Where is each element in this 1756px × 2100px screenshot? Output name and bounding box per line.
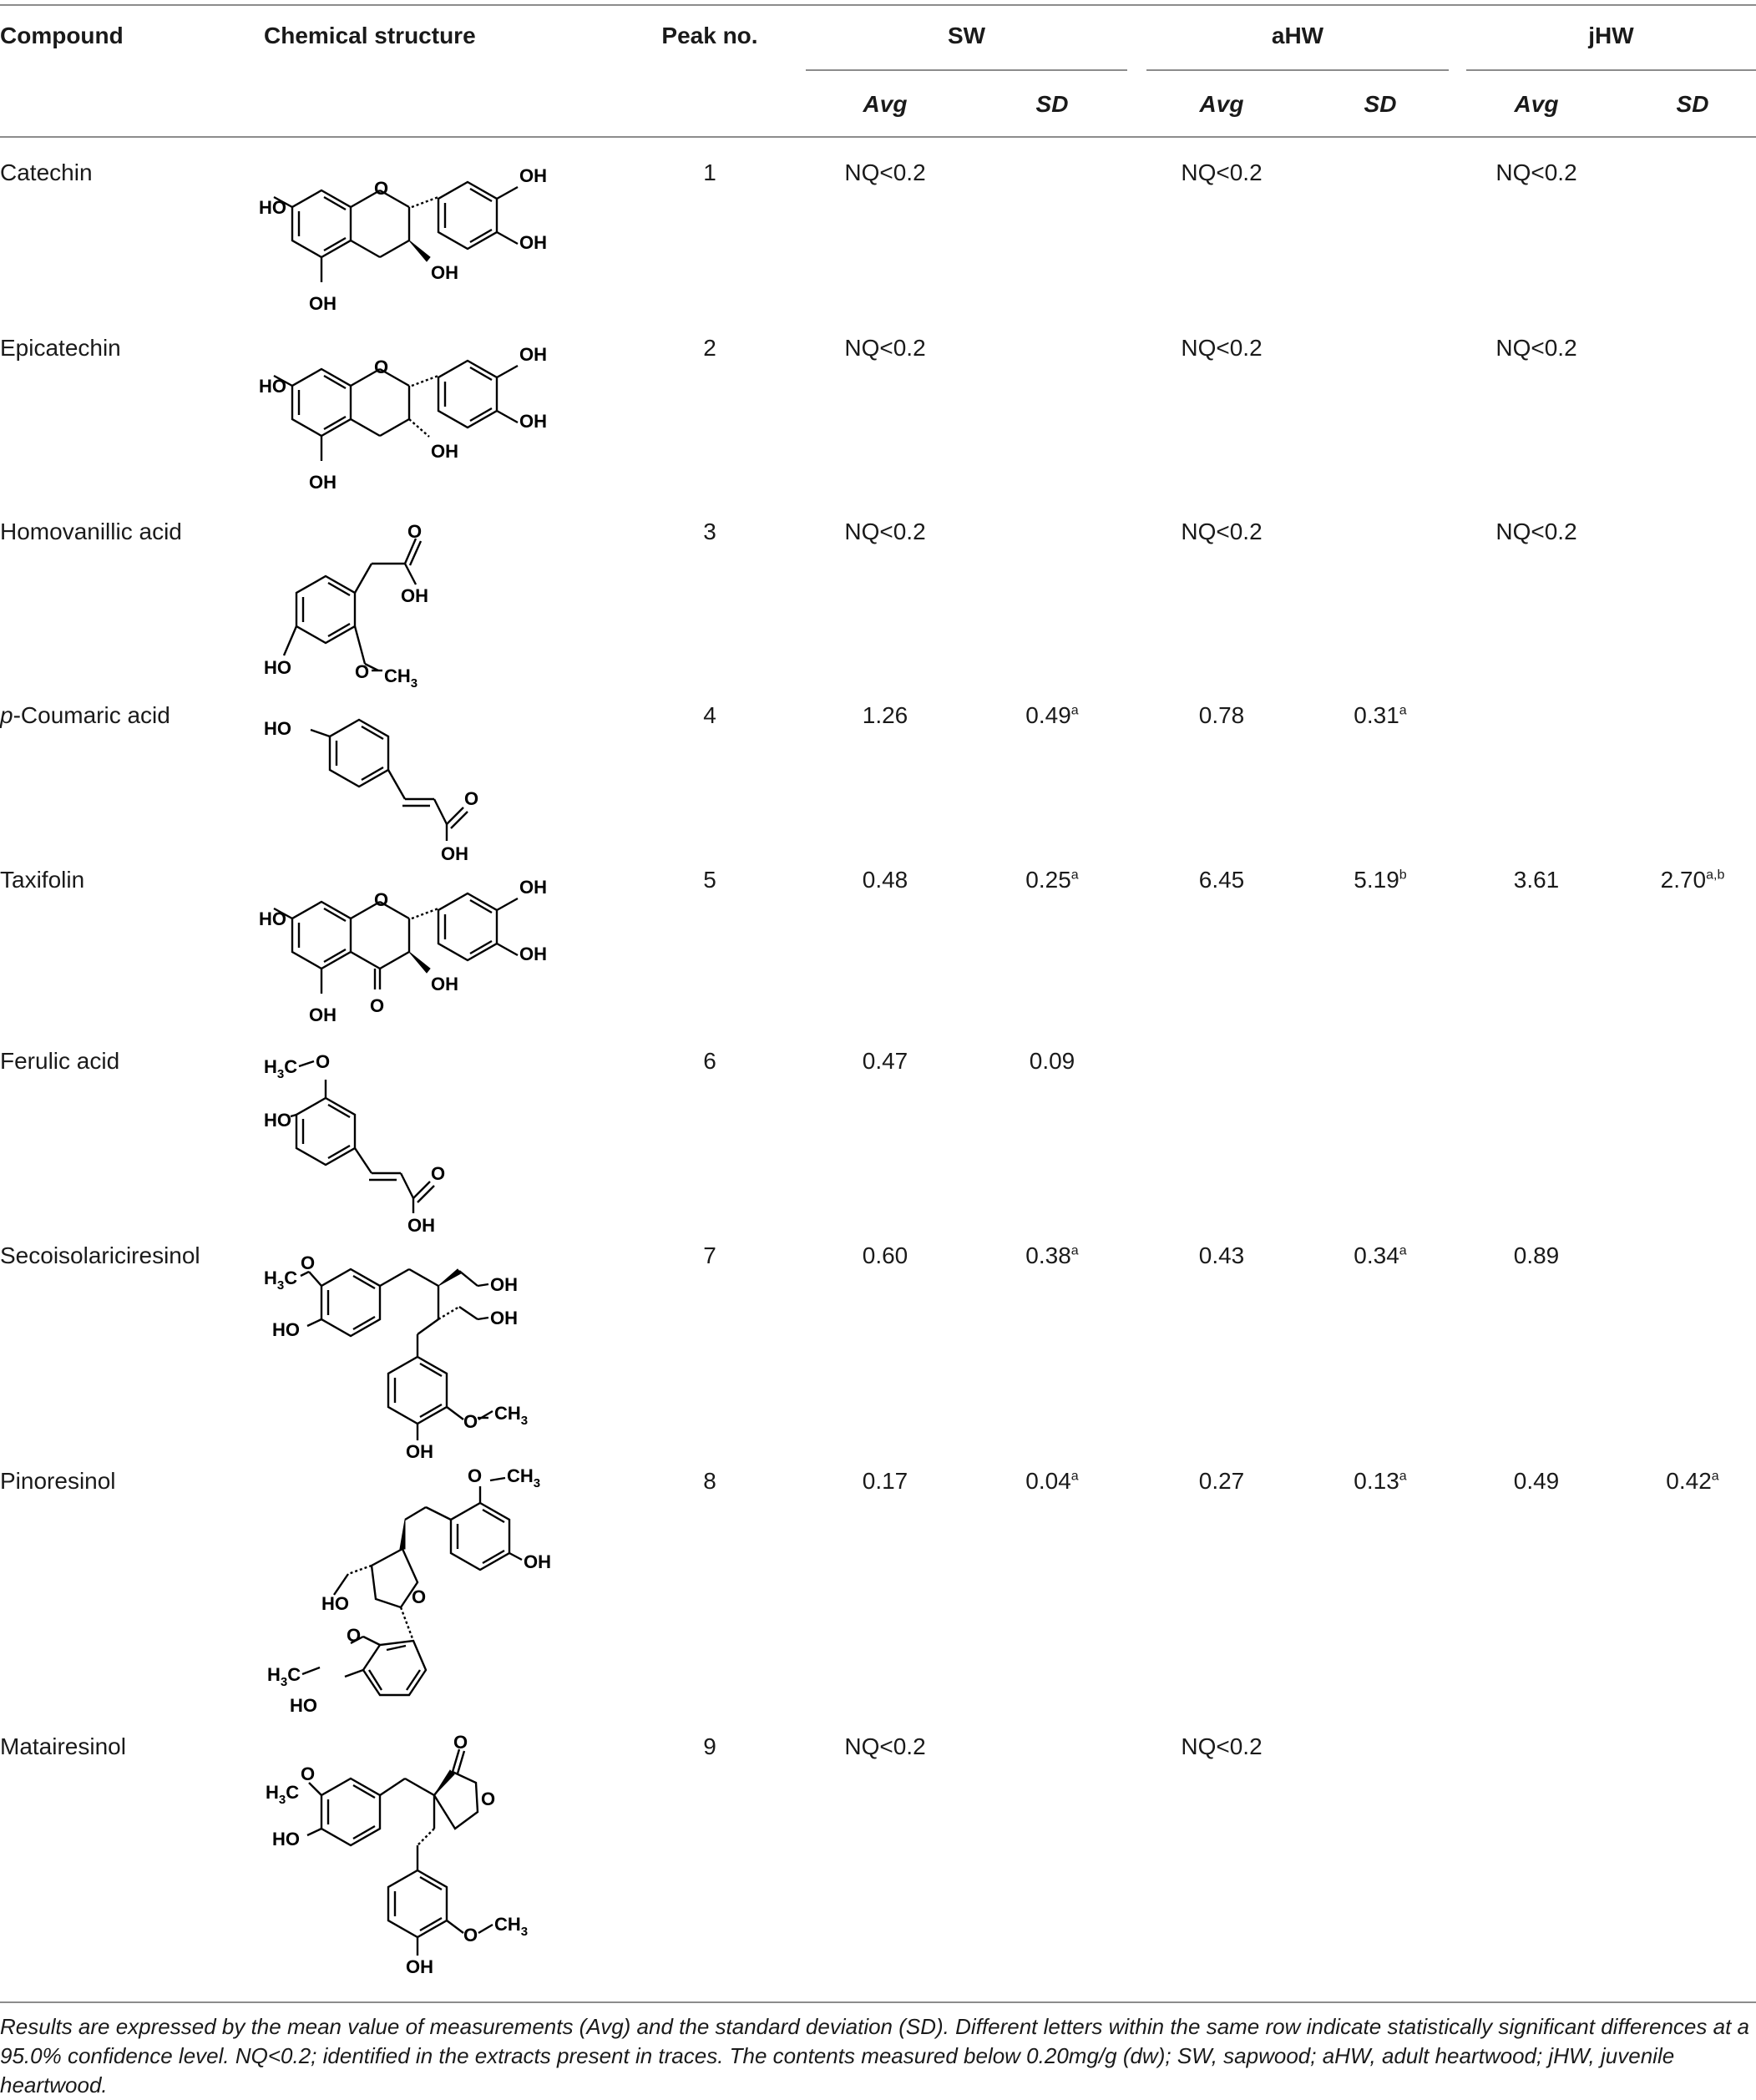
- significance-letter: a: [1399, 1469, 1407, 1484]
- svg-text:O: O: [347, 1625, 362, 1646]
- svg-text:O: O: [374, 889, 389, 910]
- col-header-ahw: aHW: [1271, 23, 1324, 48]
- svg-text:O: O: [407, 521, 423, 542]
- sw-avg-cell: 0.17: [862, 1468, 908, 1494]
- svg-text:OH: OH: [519, 944, 547, 964]
- sw-avg-cell: NQ<0.2: [844, 335, 926, 361]
- sw-sd-cell: 0.49$^a$: [1025, 702, 1079, 728]
- ahw-avg-header: Avg: [1199, 91, 1244, 117]
- ahw-group-rule: [1146, 69, 1449, 71]
- svg-text:OH: OH: [519, 877, 547, 898]
- pinoresinol-structure: [255, 1465, 572, 1720]
- svg-text:OH: OH: [524, 1551, 551, 1572]
- p-coumaric-acid-structure: [259, 703, 509, 864]
- sw-sd-header: SD: [1035, 91, 1069, 117]
- svg-text:CH3: $CH_3$: [494, 1914, 529, 1939]
- significance-letter: b: [1399, 868, 1407, 883]
- homovanillic-acid-structure: [259, 518, 443, 693]
- svg-text:OH: OH: [406, 1441, 433, 1462]
- compound-name: Homovanillic acid: [0, 519, 182, 544]
- svg-text:HO: HO: [264, 1110, 291, 1131]
- significance-letter: a: [1070, 703, 1079, 718]
- significance-letter: a: [1070, 868, 1079, 883]
- jhw-sd-header: SD: [1676, 91, 1709, 117]
- ahw-sd-header: SD: [1364, 91, 1397, 117]
- ahw-sd-cell: 0.13$^a$: [1354, 1468, 1407, 1494]
- svg-text:OH: OH: [309, 1004, 337, 1025]
- jhw-avg-header: Avg: [1514, 91, 1559, 117]
- ahw-sd-cell: 5.19$^b$: [1354, 867, 1407, 893]
- jhw-avg-cell: NQ<0.2: [1495, 159, 1577, 185]
- svg-text:OH: OH: [490, 1274, 518, 1295]
- peak-number: 1: [703, 159, 716, 185]
- peak-number: 2: [703, 335, 716, 361]
- significance-letter: a: [1070, 1469, 1079, 1484]
- svg-text:OH: OH: [309, 293, 337, 314]
- sw-avg-cell: 0.48: [862, 867, 908, 893]
- significance-letter: a,b: [1706, 868, 1725, 883]
- jhw-avg-cell: NQ<0.2: [1495, 519, 1577, 544]
- jhw-avg-cell: 3.61: [1513, 867, 1560, 893]
- table-top-rule: [0, 4, 1756, 6]
- jhw-sd-cell: 0.42$^a$: [1666, 1468, 1719, 1494]
- svg-text:O: O: [374, 357, 389, 377]
- svg-text:O: O: [301, 1763, 316, 1784]
- sw-avg-cell: NQ<0.2: [844, 519, 926, 544]
- ferulic-acid-structure: [259, 1048, 509, 1236]
- sw-group-rule: [806, 69, 1127, 71]
- svg-text:H3C: $H_3C$: [264, 1056, 298, 1081]
- svg-text:OH: OH: [519, 344, 547, 365]
- catechin-structure: [259, 157, 576, 324]
- svg-text:O: O: [468, 1465, 483, 1486]
- compound-name: Epicatechin: [0, 335, 121, 361]
- svg-text:O: O: [355, 661, 370, 682]
- svg-text:CH3: $CH_3$: [494, 1403, 529, 1428]
- col-header-jhw: jHW: [1588, 23, 1634, 48]
- sw-avg-cell: 1.26: [862, 702, 908, 728]
- ahw-sd-cell: 0.34$^a$: [1354, 1242, 1407, 1268]
- svg-text:OH: OH: [407, 1215, 435, 1236]
- ahw-avg-cell: NQ<0.2: [1181, 1733, 1263, 1759]
- svg-text:OH: OH: [431, 441, 458, 462]
- svg-text:O: O: [463, 1925, 478, 1946]
- ahw-avg-cell: NQ<0.2: [1181, 159, 1263, 185]
- col-header-sw: SW: [947, 23, 986, 48]
- svg-text:O: O: [431, 1163, 446, 1184]
- svg-text:CH3: $CH_3$: [507, 1465, 541, 1490]
- peak-number: 8: [703, 1468, 716, 1494]
- svg-text:O: O: [316, 1051, 331, 1072]
- svg-text:HO: HO: [259, 376, 286, 397]
- jhw-avg-cell: 0.49: [1513, 1468, 1560, 1494]
- svg-text:OH: OH: [401, 585, 428, 606]
- ahw-avg-cell: NQ<0.2: [1181, 519, 1263, 544]
- sw-avg-cell: 0.47: [862, 1048, 908, 1074]
- jhw-sd-cell: 2.70$^{a,b}$: [1660, 867, 1725, 893]
- jhw-avg-cell: 0.89: [1513, 1242, 1560, 1268]
- svg-text:O: O: [374, 178, 389, 199]
- svg-text:H3C: $H_3C$: [264, 1268, 298, 1293]
- compound-name: Catechin: [0, 159, 93, 185]
- svg-text:O: O: [463, 1411, 478, 1432]
- matairesinol-structure: [259, 1732, 559, 1996]
- svg-text:HO: HO: [290, 1695, 317, 1716]
- sw-avg-header: Avg: [863, 91, 908, 117]
- ahw-avg-cell: 0.43: [1198, 1242, 1245, 1268]
- svg-text:HO: HO: [259, 197, 286, 218]
- svg-text:CH3: $CH_3$: [384, 665, 418, 691]
- sw-sd-cell: 0.04$^a$: [1025, 1468, 1079, 1494]
- secoisolariciresinol-structure: [259, 1244, 559, 1461]
- svg-text:OH: OH: [519, 411, 547, 432]
- compound-name: Pinoresinol: [0, 1468, 116, 1494]
- compound-name: Secoisolariciresinol: [0, 1242, 200, 1268]
- sw-sd-cell: 0.38$^a$: [1025, 1242, 1079, 1268]
- jhw-avg-cell: NQ<0.2: [1495, 335, 1577, 361]
- svg-text:OH: OH: [519, 232, 547, 253]
- compound-name: Matairesinol: [0, 1733, 126, 1759]
- table-footnote: Results are expressed by the mean value of measurements (Avg) and the standard deviation (SD). Different letters within the same row indicate statistically significant differences at a 95.0% confidence level. NQ<0.2; identified in the extracts present in traces. The contents measured below 0.20mg/g (dw); SW, sapwood; aHW, adult heartwood; jHW, juvenile heartwood.: [0, 2014, 1749, 2097]
- svg-text:H3C: $H_3C$: [267, 1664, 301, 1689]
- table-bottom-rule: [0, 2001, 1756, 2003]
- svg-text:OH: OH: [431, 262, 458, 283]
- sw-sd-cell: 0.25$^a$: [1025, 867, 1079, 893]
- header-bottom-rule: [0, 136, 1756, 138]
- svg-text:HO: HO: [264, 657, 291, 678]
- ahw-sd-cell: 0.31$^a$: [1354, 702, 1407, 728]
- svg-text:HO: HO: [272, 1319, 300, 1340]
- peak-number: 9: [703, 1733, 716, 1759]
- taxifolin-structure: [259, 868, 576, 1035]
- peak-number: 3: [703, 519, 716, 544]
- svg-text:HO: HO: [259, 908, 286, 929]
- sw-avg-cell: NQ<0.2: [844, 159, 926, 185]
- svg-text:OH: OH: [309, 472, 337, 493]
- peak-number: 4: [703, 702, 716, 728]
- peak-number: 7: [703, 1242, 716, 1268]
- significance-letter: a: [1399, 703, 1407, 718]
- svg-text:OH: OH: [406, 1956, 433, 1977]
- svg-text:O: O: [301, 1252, 316, 1273]
- compound-name: Taxifolin: [0, 867, 85, 893]
- svg-text:H3C: $H_3C$: [266, 1782, 300, 1807]
- svg-text:HO: HO: [272, 1829, 300, 1850]
- compound-name: p-Coumaric acid: [0, 702, 170, 728]
- significance-letter: a: [1711, 1469, 1719, 1484]
- sw-sd-cell: 0.09: [1029, 1048, 1075, 1074]
- col-header-compound: Compound: [0, 23, 124, 48]
- peak-number: 6: [703, 1048, 716, 1074]
- compound-name: Ferulic acid: [0, 1048, 120, 1074]
- svg-text:O: O: [370, 995, 385, 1016]
- svg-text:O: O: [412, 1586, 427, 1607]
- ahw-avg-cell: 0.27: [1198, 1468, 1245, 1494]
- sw-avg-cell: NQ<0.2: [844, 1733, 926, 1759]
- ahw-avg-cell: NQ<0.2: [1181, 335, 1263, 361]
- sw-avg-cell: 0.60: [862, 1242, 908, 1268]
- svg-text:OH: OH: [490, 1308, 518, 1328]
- svg-text:HO: HO: [321, 1593, 349, 1614]
- svg-text:OH: OH: [519, 165, 547, 186]
- jhw-group-rule: [1466, 69, 1756, 71]
- svg-text:OH: OH: [441, 843, 468, 864]
- ahw-avg-cell: 6.45: [1198, 867, 1245, 893]
- svg-text:O: O: [481, 1789, 496, 1809]
- svg-text:O: O: [464, 788, 479, 809]
- col-header-structure: Chemical structure: [264, 23, 476, 48]
- ahw-avg-cell: 0.78: [1198, 702, 1245, 728]
- significance-letter: a: [1399, 1243, 1407, 1258]
- svg-text:O: O: [453, 1732, 468, 1753]
- epicatechin-structure: [259, 336, 576, 503]
- peak-number: 5: [703, 867, 716, 893]
- svg-text:OH: OH: [431, 974, 458, 994]
- col-header-peak: Peak no.: [661, 23, 758, 48]
- significance-letter: a: [1070, 1243, 1079, 1258]
- svg-text:HO: HO: [264, 718, 291, 739]
